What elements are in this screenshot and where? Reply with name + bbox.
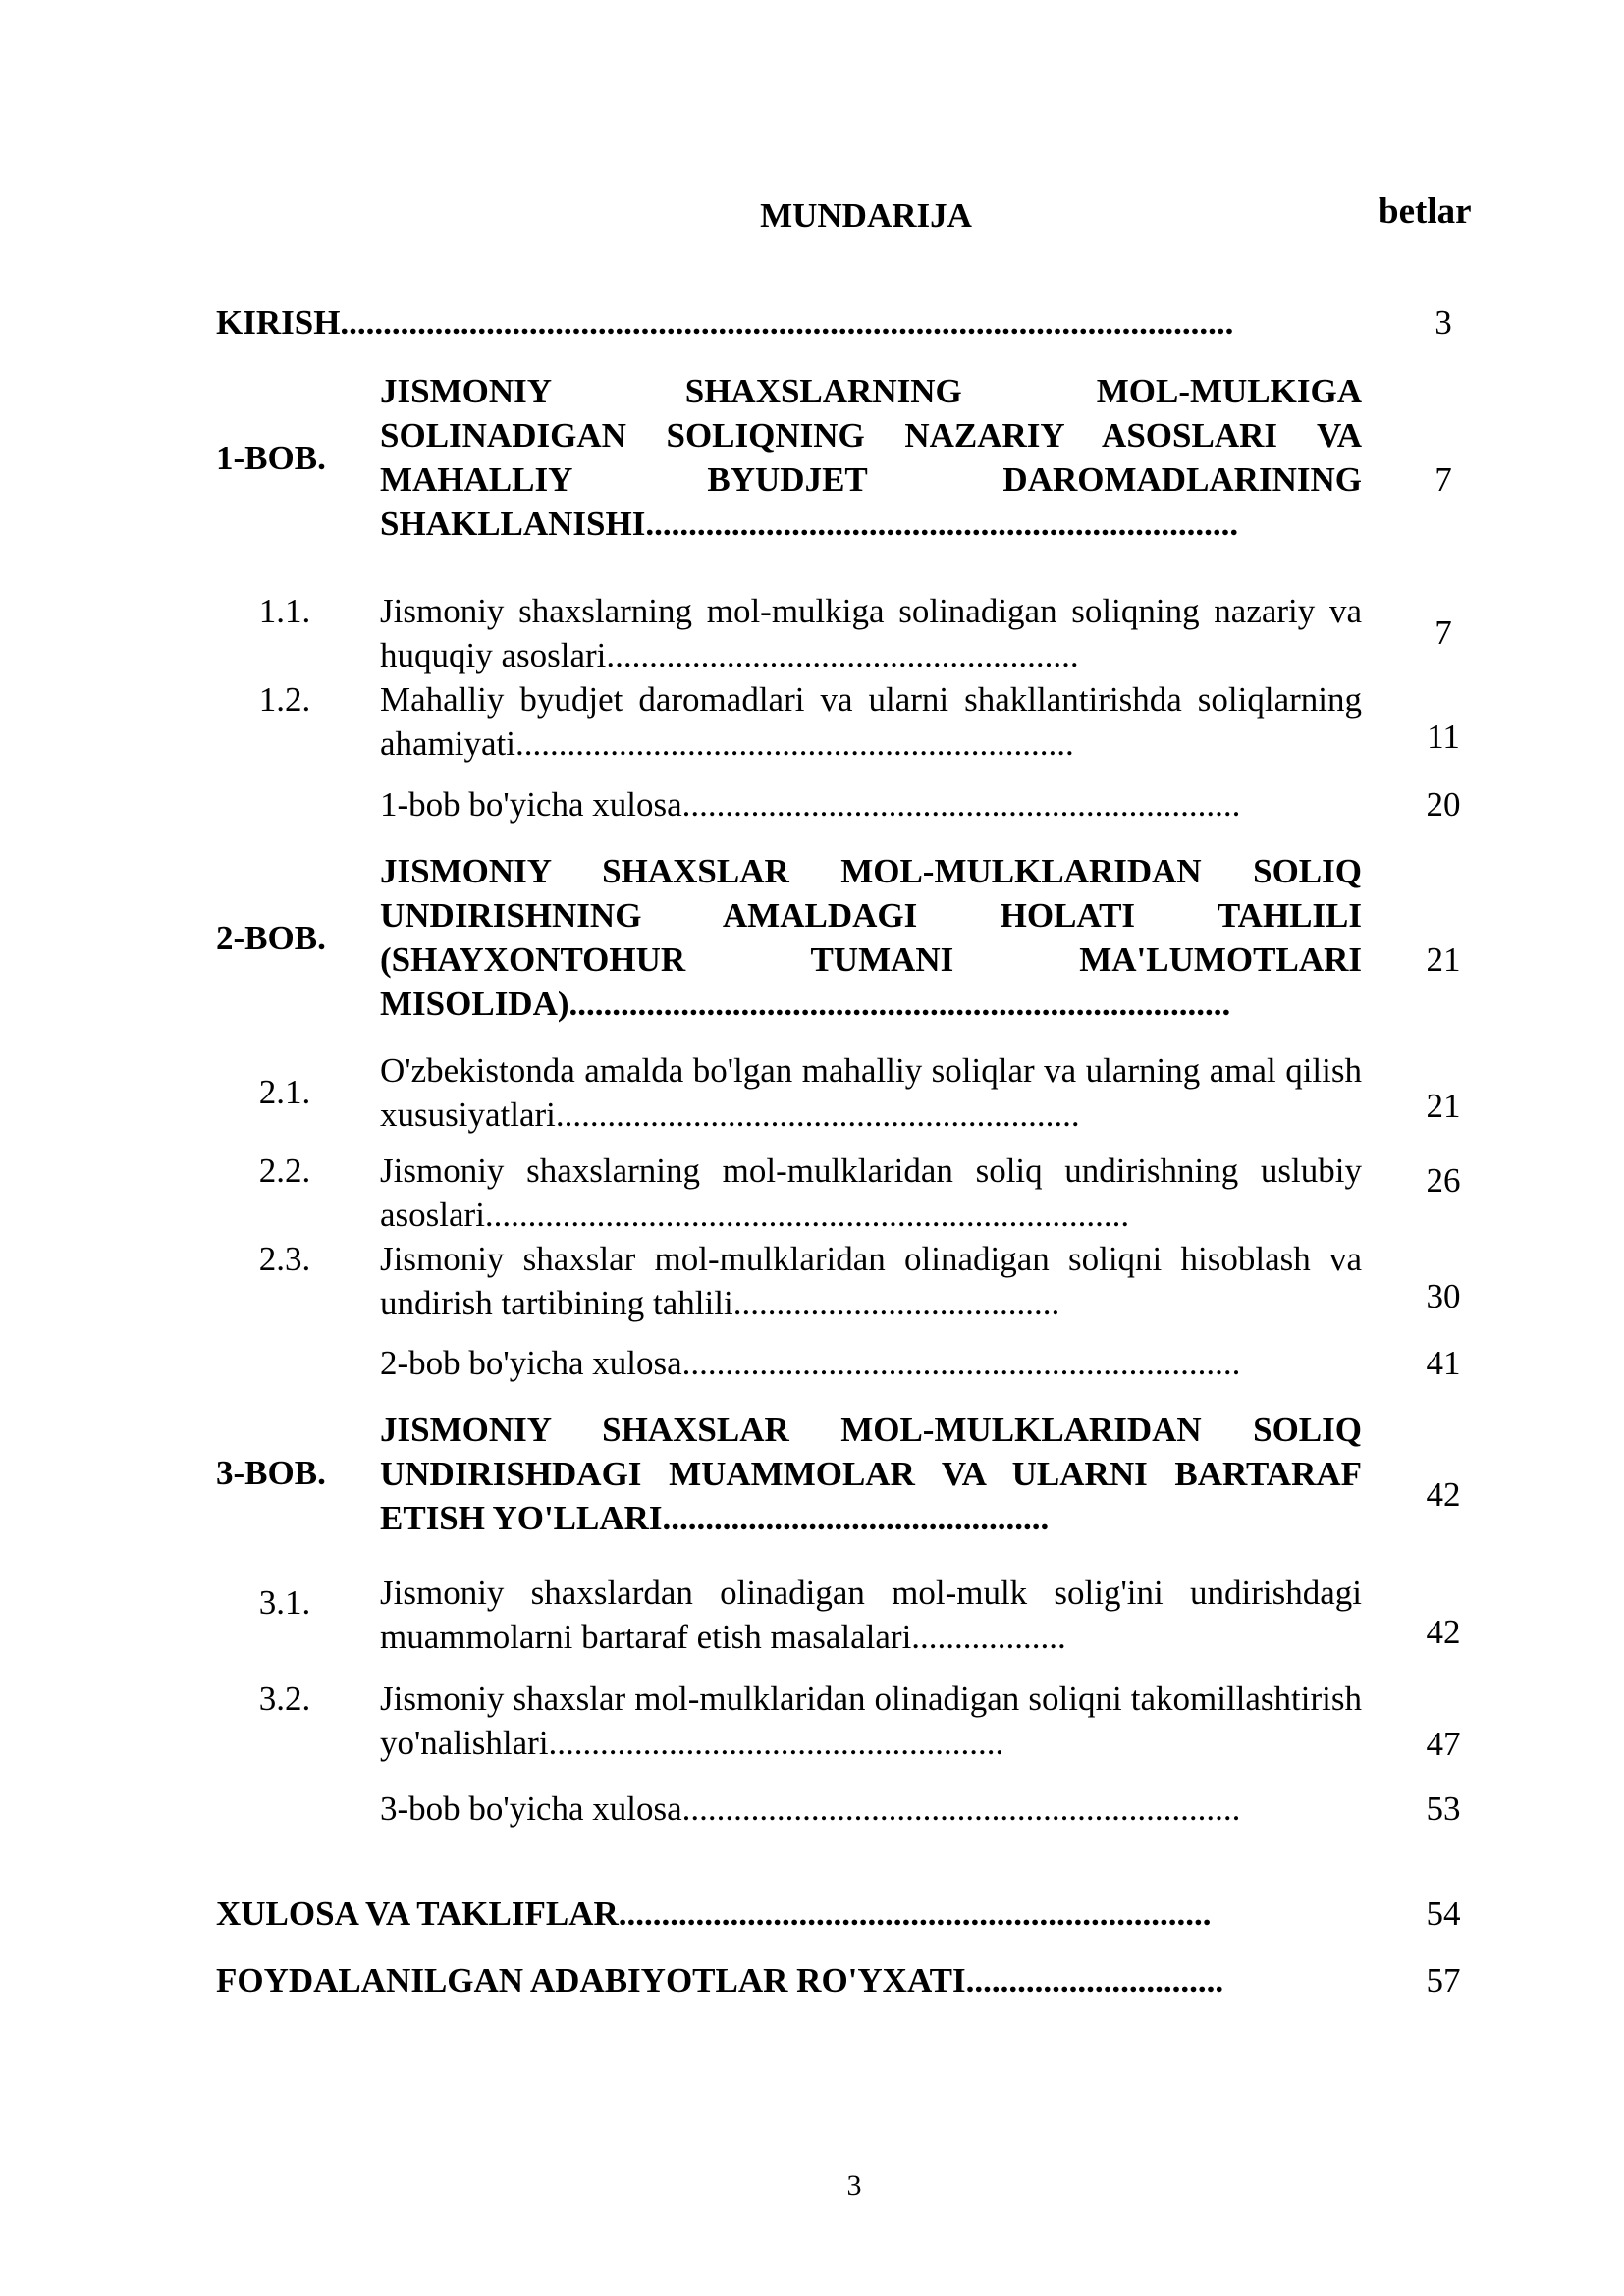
toc-entry-page: 26 — [1426, 1161, 1461, 1200]
toc-entry-bob2[interactable] — [216, 849, 1463, 1023]
toc-entry-xulosa-3[interactable] — [216, 1787, 1463, 1828]
toc-entry-page: 42 — [1426, 1475, 1461, 1514]
toc-entry-text: KIRISH........................................................................................................ — [216, 303, 1234, 342]
toc-entry-text: Jismoniy shaxslarning mol-mulklaridan soliq undirishning uslubiy asoslari........................................................................... — [380, 1151, 1362, 1234]
toc-entry-page: 7 — [1435, 460, 1452, 499]
toc-entry-label: 2-BOB. — [216, 919, 326, 957]
toc-entry-label: 3.1. — [258, 1583, 311, 1622]
toc-entry-label: 1-BOB. — [216, 439, 326, 477]
toc-entry-label: 3-BOB. — [216, 1454, 326, 1492]
toc-entry-text: XULOSA VA TAKLIFLAR..................................................................... — [216, 1895, 1212, 1933]
page-title: MUNDARIJA — [760, 196, 972, 235]
toc-entry-page: 53 — [1426, 1789, 1461, 1828]
toc-entry-xulosa-1[interactable] — [216, 782, 1463, 824]
toc-entry-text: Mahalliy byudjet daromadlari va ularni shakllantirishda soliqlarning ahamiyati................................................................. — [380, 680, 1362, 763]
pages-column-label: betlar — [1379, 191, 1472, 232]
toc-entry-bob1[interactable] — [216, 369, 1463, 543]
toc-entry-xulosa-takliflar[interactable] — [216, 1892, 1463, 1933]
toc-entry-label: 2.1. — [258, 1073, 311, 1111]
toc-entry-page: 20 — [1426, 785, 1461, 824]
toc-entry-page: 54 — [1426, 1895, 1461, 1933]
toc-entry-text: JISMONIY SHAXSLARNING MOL-MULKIGA SOLINADIGAN SOLIQNING NAZARIY ASOSLARI VA MAHALLIY BYUDJET DAROMADLARINING SHAKLLANISHI..................................................................... — [380, 372, 1362, 543]
toc-entry-page: 57 — [1426, 1961, 1461, 2000]
toc-entry-page: 30 — [1426, 1277, 1461, 1315]
toc-entry-section-2-1[interactable] — [216, 1048, 1463, 1134]
toc-entry-page: 21 — [1426, 940, 1461, 979]
toc-entry-page: 7 — [1435, 614, 1452, 652]
toc-entry-label: 1.2. — [258, 680, 311, 719]
toc-entry-page: 42 — [1426, 1613, 1461, 1651]
toc-entry-section-3-1[interactable] — [216, 1571, 1463, 1656]
toc-entry-section-3-2[interactable] — [216, 1677, 1463, 1763]
toc-entry-page: 21 — [1426, 1087, 1461, 1125]
toc-entry-adabiyotlar[interactable] — [216, 1958, 1463, 2000]
toc-entry-text: JISMONIY SHAXSLAR MOL-MULKLARIDAN SOLIQ UNDIRISHNING AMALDAGI HOLATI TAHLILI (SHAYXONTOHUR TUMANI MA'LUMOTLARI MISOLIDA)............................................................................. — [380, 852, 1362, 1023]
toc-entry-text: Jismoniy shaxslardan olinadigan mol-mulk solig'ini undirishdagi muammolarni bartaraf etish masalalari.................. — [380, 1574, 1362, 1656]
toc-entry-label: 1.1. — [258, 592, 311, 630]
toc-entry-text: 2-bob bo'yicha xulosa................................................................. — [380, 1344, 1241, 1382]
toc-entry-text: JISMONIY SHAXSLAR MOL-MULKLARIDAN SOLIQ UNDIRISHDAGI MUAMMOLAR VA ULARNI BARTARAF ETISH YO'LLARI............................................. — [380, 1411, 1362, 1537]
toc-entry-page: 47 — [1426, 1725, 1461, 1763]
toc-entry-text: FOYDALANILGAN ADABIYOTLAR RO'YXATI.............................. — [216, 1961, 1224, 2000]
toc-entry-section-2-2[interactable] — [216, 1148, 1463, 1234]
toc-entry-text: 1-bob bo'yicha xulosa................................................................. — [380, 785, 1241, 824]
toc-entry-text: Jismoniy shaxslarning mol-mulkiga solinadigan soliqning nazariy va huquqiy asoslari....................................................... — [380, 592, 1362, 674]
toc-entry-bob3[interactable] — [216, 1408, 1463, 1537]
toc-entry-page: 11 — [1427, 718, 1460, 756]
toc-entry-text: Jismoniy shaxslar mol-mulklaridan olinadigan soliqni takomillashtirish yo'nalishlari..................................................... — [380, 1680, 1362, 1762]
toc-entry-section-1-1[interactable] — [216, 589, 1463, 674]
toc-entry-section-2-3[interactable] — [216, 1237, 1463, 1322]
toc-entry-text: 3-bob bo'yicha xulosa................................................................. — [380, 1789, 1241, 1828]
toc-entry-text: Jismoniy shaxslar mol-mulklaridan olinadigan soliqni hisoblash va undirish tartibining tahlili...................................... — [380, 1240, 1362, 1322]
toc-entry-section-1-2[interactable] — [216, 677, 1463, 763]
toc-entry-text: O'zbekistonda amalda bo'lgan mahalliy soliqlar va ularning amal qilish xususiyatlari............................................................. — [380, 1051, 1362, 1134]
toc-entry-label: 3.2. — [258, 1680, 311, 1718]
page-number: 3 — [846, 2169, 862, 2202]
toc-entry-label: 2.2. — [258, 1151, 311, 1190]
toc-entry-kirish[interactable] — [216, 300, 1463, 342]
toc-entry-page: 3 — [1435, 303, 1452, 342]
toc-entry-page: 41 — [1426, 1344, 1461, 1382]
toc-entry-label: 2.3. — [258, 1240, 311, 1278]
toc-entry-xulosa-2[interactable] — [216, 1341, 1463, 1382]
